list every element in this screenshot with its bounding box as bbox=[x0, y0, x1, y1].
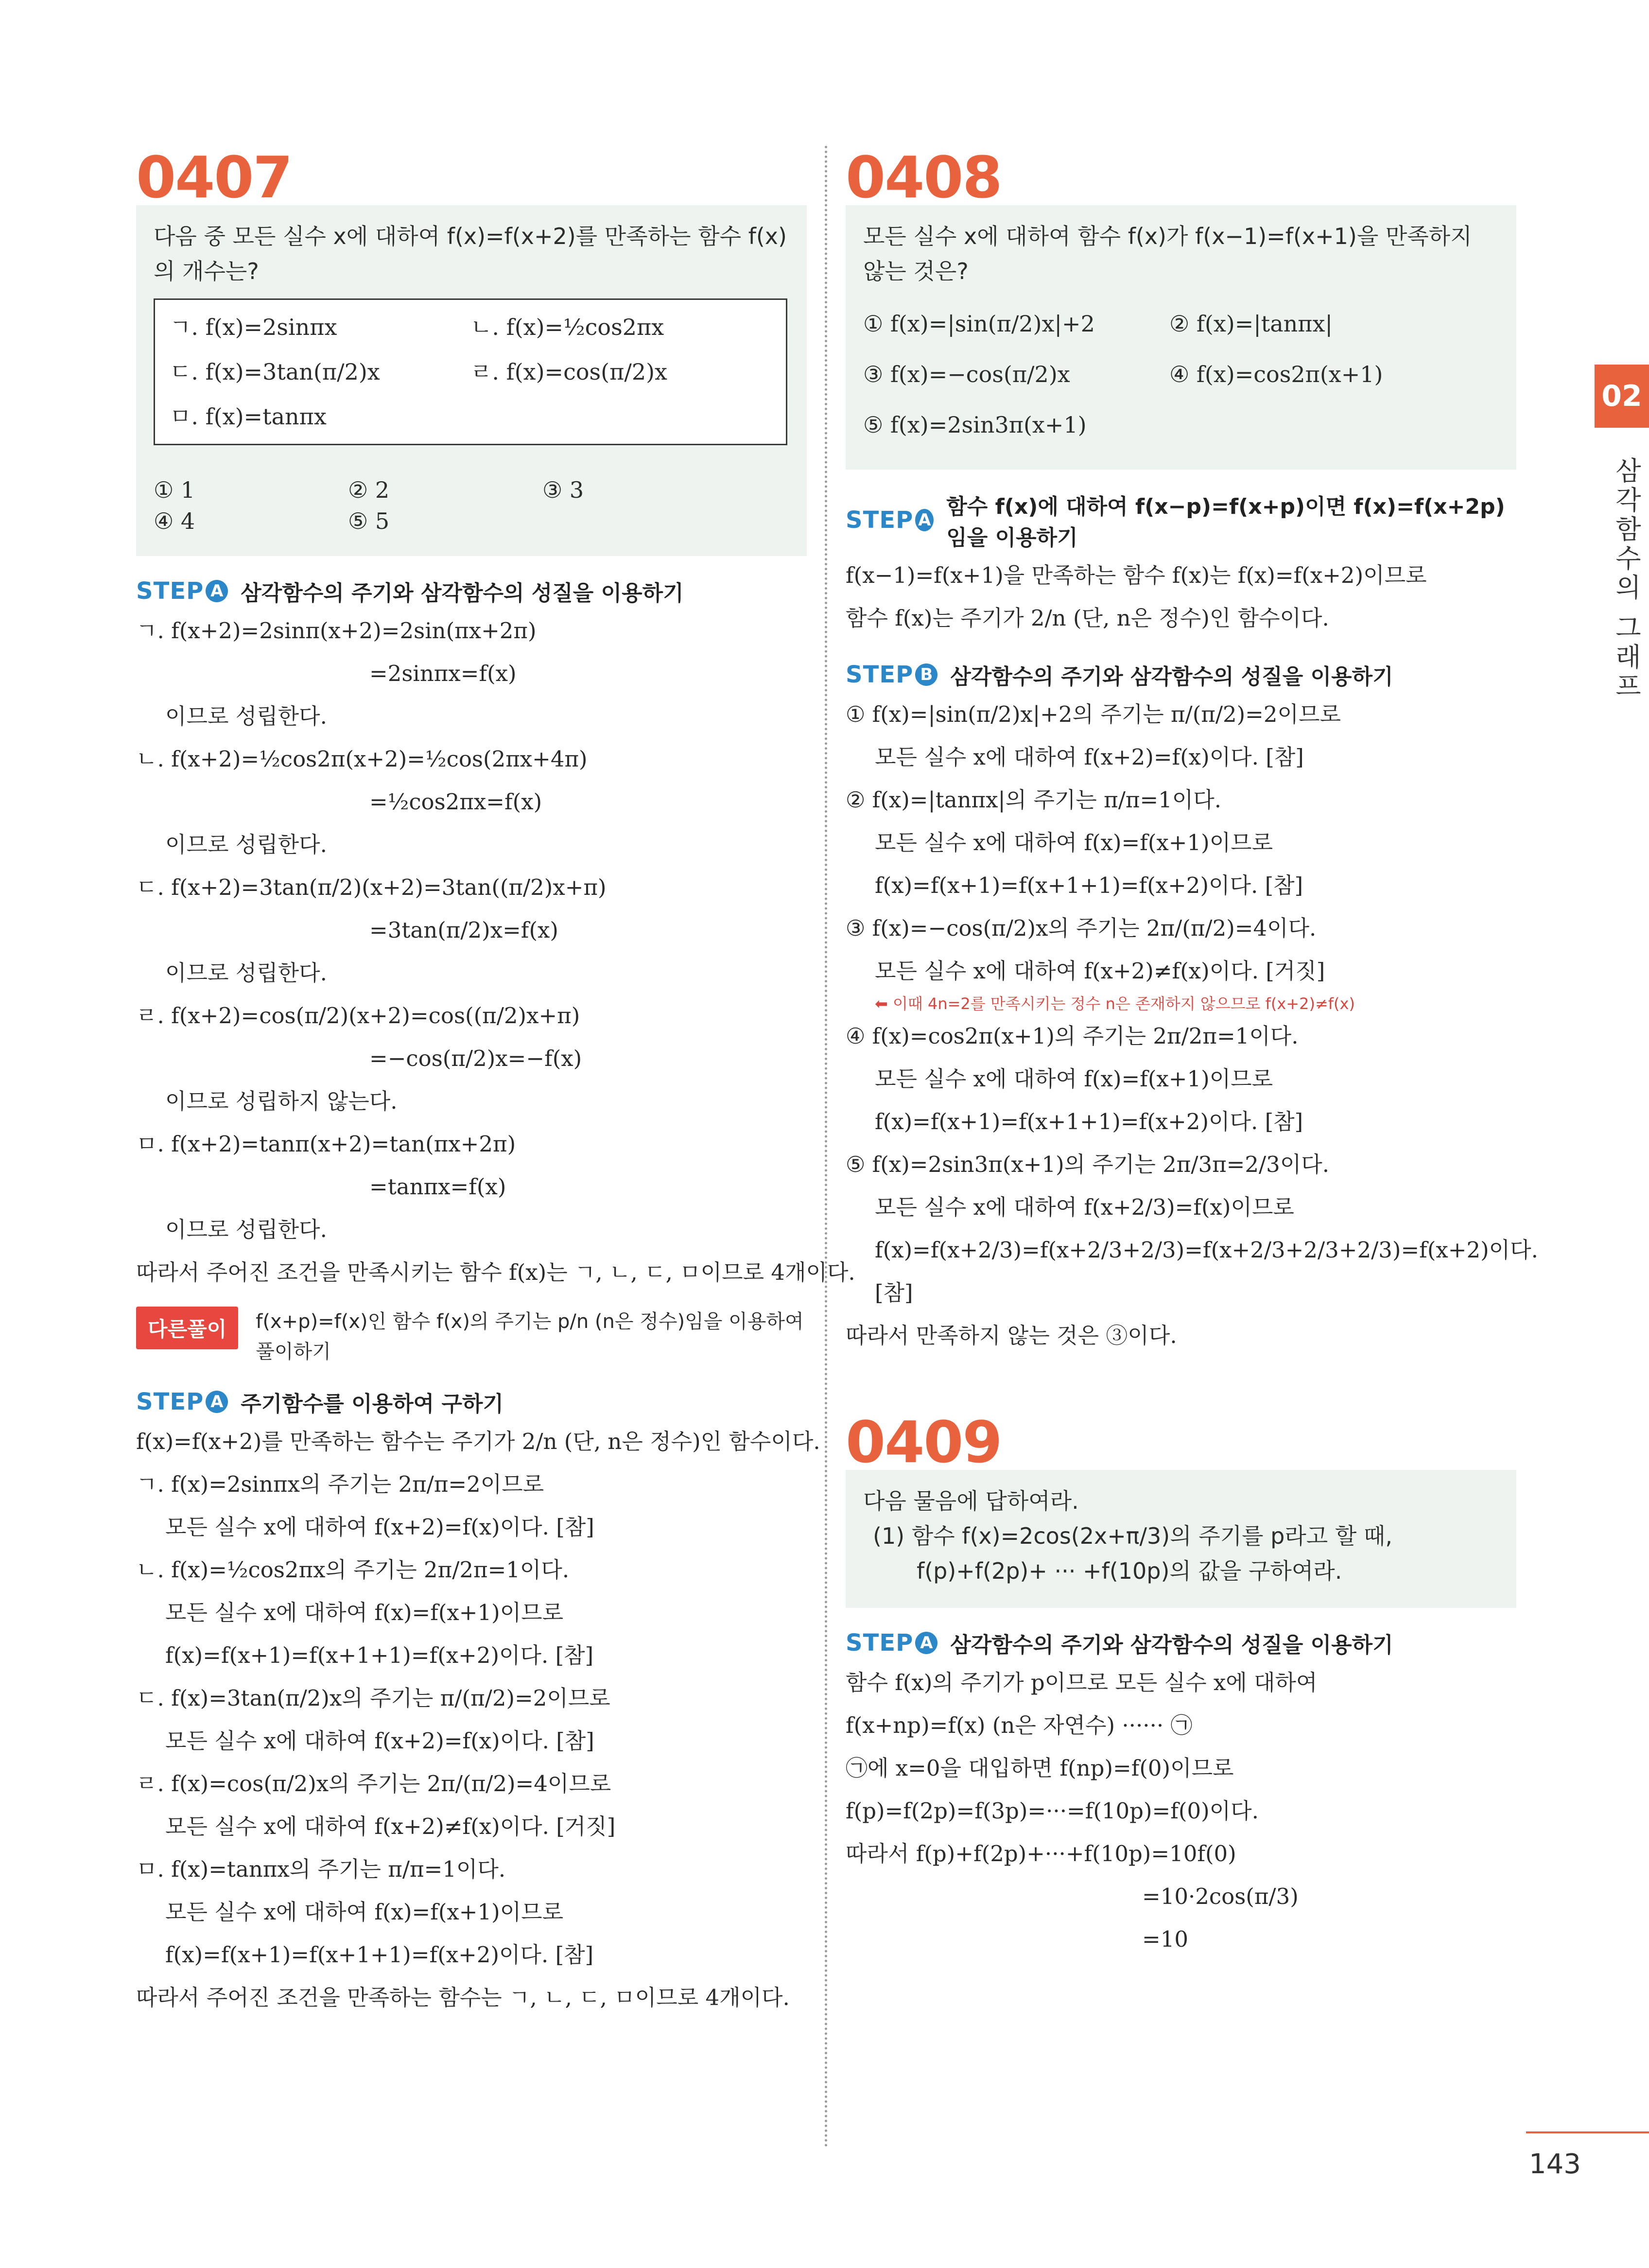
solution-line: 따라서 f(p)+f(2p)+···+f(10p)=10f(0) bbox=[846, 1841, 1236, 1867]
step-badge: B bbox=[915, 663, 937, 686]
solution-line: ㄱ. f(x+2)=2sinπ(x+2)=2sin(πx+2π) bbox=[136, 618, 537, 644]
step-label: STEP bbox=[136, 577, 204, 605]
solution-line: =10 bbox=[1142, 1926, 1188, 1952]
solution-line: 이므로 성립한다. bbox=[165, 1217, 327, 1242]
question-text: 모든 실수 x에 대하여 함수 f(x)가 f(x−1)=f(x+1)을 만족하지 않는 것은? bbox=[863, 223, 1472, 284]
solution-line: ① f(x)=|sin(π/2)x|+2의 주기는 π/(π/2)=2이므로 bbox=[846, 701, 1341, 727]
solution-line: f(x+np)=f(x) (n은 자연수) ······ ㉠ bbox=[846, 1712, 1193, 1738]
answer-options bbox=[863, 298, 1497, 450]
solution-line: 모든 실수 x에 대하여 f(x+2)=f(x)이다. [참] bbox=[875, 744, 1304, 770]
problem-0408 bbox=[846, 144, 1538, 1961]
solution-line: 이므로 성립한다. bbox=[165, 960, 327, 986]
solution-line: ㄷ. f(x)=3tan(π/2)x의 주기는 π/(π/2)=2이므로 bbox=[136, 1685, 610, 1711]
question-text: 다음 중 모든 실수 x에 대하여 f(x)=f(x+2)를 만족하는 함수 f(x)의 개수는? bbox=[154, 223, 787, 284]
solution-line: 모든 실수 x에 대하여 f(x+2)=f(x)이다. [참] bbox=[165, 1728, 594, 1754]
solution-line: ③ f(x)=−cos(π/2)x의 주기는 2π/(π/2)=4이다. bbox=[846, 915, 1317, 941]
solution-line: =10·2cos(π/3) bbox=[1142, 1884, 1299, 1909]
solution-line: [참] bbox=[875, 1280, 913, 1306]
solution-line: 이므로 성립하지 않는다. bbox=[165, 1088, 398, 1114]
solution-line: ㄹ. f(x)=cos(π/2)x의 주기는 2π/(π/2)=4이므로 bbox=[136, 1771, 611, 1797]
option: ⑤ 5 bbox=[348, 508, 390, 534]
step-heading bbox=[846, 489, 1516, 551]
solution-line: 모든 실수 x에 대하여 f(x)=f(x+1)이므로 bbox=[165, 1600, 564, 1625]
solution-line: =½cos2πx=f(x) bbox=[369, 789, 542, 815]
solution-line: f(p)=f(2p)=f(3p)=···=f(10p)=f(0)이다. bbox=[846, 1798, 1259, 1824]
solution-line: =tanπx=f(x) bbox=[369, 1174, 506, 1200]
solution-line: 모든 실수 x에 대하여 f(x+2)≠f(x)이다. [거짓] bbox=[165, 1814, 616, 1839]
option: ④ 4 bbox=[154, 508, 195, 534]
question-text: 다음 물음에 답하여라. bbox=[863, 1488, 1079, 1514]
choice-item: ㄱ. f(x)=2sinπx bbox=[170, 314, 337, 340]
column-divider bbox=[825, 146, 827, 2148]
solution-line: 함수 f(x)는 주기가 2/n (단, n은 정수)인 함수이다. bbox=[846, 605, 1329, 631]
alt-description: f(x+p)=f(x)인 함수 f(x)의 주기는 p/n (n은 정수)임을 이용하여 풀이하기 bbox=[256, 1310, 804, 1363]
problem-0407 bbox=[136, 144, 855, 2019]
step-heading bbox=[136, 1386, 807, 1417]
answer-options bbox=[154, 474, 787, 537]
problem-number: 0409 bbox=[846, 1409, 1002, 1476]
option: ⑤ f(x)=2sin3π(x+1) bbox=[863, 412, 1087, 438]
solution-line: 모든 실수 x에 대하여 f(x+2/3)=f(x)이므로 bbox=[875, 1194, 1294, 1220]
choice-item: ㄷ. f(x)=3tan(π/2)x bbox=[170, 359, 380, 385]
solution-line: ⑤ f(x)=2sin3π(x+1)의 주기는 2π/3π=2/3이다. bbox=[846, 1151, 1330, 1177]
side-note: ⬅ 이때 4n=2를 만족시키는 정수 n은 존재하지 않으므로 f(x+2)≠f(x) bbox=[875, 994, 1355, 1013]
step-title: 주기함수를 이용하여 구하기 bbox=[241, 1392, 503, 1416]
solution-line: f(x)=f(x+2)를 만족하는 함수는 주기가 2/n (단, n은 정수)인 함수이다. bbox=[136, 1429, 820, 1454]
sub-question-cont: f(p)+f(2p)+ ··· +f(10p)의 값을 구하여라. bbox=[917, 1558, 1342, 1584]
option: ② 2 bbox=[348, 477, 390, 503]
sub-question: (1) 함수 f(x)=2cos(2x+π/3)의 주기를 p라고 할 때, bbox=[873, 1523, 1392, 1549]
solution-line: ㄹ. f(x+2)=cos(π/2)(x+2)=cos((π/2)x+π) bbox=[136, 1003, 580, 1029]
question-box bbox=[846, 205, 1516, 470]
step-heading bbox=[846, 659, 1516, 690]
conclusion-line: 따라서 만족하지 않는 것은 ③이다. bbox=[846, 1323, 1177, 1348]
solution-line: ㉠에 x=0을 대입하면 f(np)=f(0)이므로 bbox=[846, 1755, 1234, 1781]
step-title: 함수 f(x)에 대하여 f(x−p)=f(x+p)이면 f(x)=f(x+2p)임을 이용하기 bbox=[946, 494, 1505, 550]
question-box bbox=[136, 205, 807, 556]
solution-line: ㅁ. f(x+2)=tanπ(x+2)=tan(πx+2π) bbox=[136, 1131, 516, 1157]
choice-item: ㅁ. f(x)=tanπx bbox=[170, 403, 327, 430]
choice-box bbox=[154, 298, 787, 445]
solution-line: 모든 실수 x에 대하여 f(x)=f(x+1)이므로 bbox=[165, 1899, 564, 1925]
option: ① 1 bbox=[154, 477, 195, 503]
solution-line: f(x)=f(x+1)=f(x+1+1)=f(x+2)이다. [참] bbox=[165, 1642, 594, 1668]
step-label: STEP bbox=[846, 506, 914, 534]
problem-number: 0407 bbox=[136, 144, 292, 211]
chapter-tab: 02 bbox=[1595, 365, 1649, 428]
alternative-solution bbox=[136, 1307, 807, 1367]
solution-line: 이므로 성립한다. bbox=[165, 703, 327, 729]
choice-item: ㄴ. f(x)=½cos2πx bbox=[470, 314, 664, 340]
step-label: STEP bbox=[846, 1629, 914, 1657]
solution-line: =3tan(π/2)x=f(x) bbox=[369, 917, 558, 943]
step-title: 삼각함수의 주기와 삼각함수의 성질을 이용하기 bbox=[241, 581, 684, 606]
solution-line: 모든 실수 x에 대하여 f(x)=f(x+1)이므로 bbox=[875, 830, 1273, 855]
conclusion-line: 따라서 주어진 조건을 만족시키는 함수 f(x)는 ㄱ, ㄴ, ㄷ, ㅁ이므로 4개이다. bbox=[136, 1259, 855, 1285]
option: ③ f(x)=−cos(π/2)x bbox=[863, 361, 1070, 387]
step-badge: A bbox=[206, 580, 228, 602]
step-heading bbox=[136, 576, 807, 607]
option: ① f(x)=|sin(π/2)x|+2 bbox=[863, 311, 1095, 337]
choice-item: ㄹ. f(x)=cos(π/2)x bbox=[470, 359, 667, 385]
step-label: STEP bbox=[136, 1388, 204, 1415]
solution-line: f(x)=f(x+1)=f(x+1+1)=f(x+2)이다. [참] bbox=[165, 1942, 594, 1968]
step-heading bbox=[846, 1627, 1516, 1658]
option: ③ 3 bbox=[542, 477, 584, 503]
solution-line: ㅁ. f(x)=tanπx의 주기는 π/π=1이다. bbox=[136, 1856, 506, 1882]
problem-number: 0408 bbox=[846, 144, 1002, 211]
solution-line: =−cos(π/2)x=−f(x) bbox=[369, 1046, 582, 1071]
solution-line: f(x−1)=f(x+1)을 만족하는 함수 f(x)는 f(x)=f(x+2)이므로 bbox=[846, 562, 1427, 588]
page-number: 143 bbox=[1529, 2148, 1581, 2180]
solution-line: f(x)=f(x+1)=f(x+1+1)=f(x+2)이다. [참] bbox=[875, 1109, 1303, 1134]
footer-rule bbox=[1526, 2131, 1649, 2133]
solution-line: ㄴ. f(x+2)=½cos2π(x+2)=½cos(2πx+4π) bbox=[136, 746, 588, 772]
option: ② f(x)=|tanπx| bbox=[1169, 311, 1333, 337]
question-box bbox=[846, 1470, 1516, 1608]
solution-line: ② f(x)=|tanπx|의 주기는 π/π=1이다. bbox=[846, 787, 1222, 813]
solution-line: 모든 실수 x에 대하여 f(x+2)=f(x)이다. [참] bbox=[165, 1514, 594, 1540]
option: ④ f(x)=cos2π(x+1) bbox=[1169, 361, 1383, 387]
step-badge: A bbox=[915, 509, 934, 531]
alt-badge: 다른풀이 bbox=[136, 1307, 238, 1349]
step-title: 삼각함수의 주기와 삼각함수의 성질을 이용하기 bbox=[950, 664, 1393, 689]
problem-0409 bbox=[846, 1411, 1516, 1961]
step-title: 삼각함수의 주기와 삼각함수의 성질을 이용하기 bbox=[950, 1633, 1393, 1657]
solution-line: f(x)=f(x+2/3)=f(x+2/3+2/3)=f(x+2/3+2/3+2/3)=f(x+2)이다. bbox=[875, 1237, 1538, 1263]
solution-line: 이므로 성립한다. bbox=[165, 832, 327, 857]
solution-line: ㄴ. f(x)=½cos2πx의 주기는 2π/2π=1이다. bbox=[136, 1557, 570, 1583]
solution-line: 모든 실수 x에 대하여 f(x)=f(x+1)이므로 bbox=[875, 1066, 1273, 1092]
chapter-label: 삼각함수의 그래프 bbox=[1611, 457, 1642, 702]
conclusion-line: 따라서 주어진 조건을 만족하는 함수는 ㄱ, ㄴ, ㄷ, ㅁ이므로 4개이다. bbox=[136, 1985, 790, 2010]
solution-line: ㄱ. f(x)=2sinπx의 주기는 2π/π=2이므로 bbox=[136, 1471, 544, 1497]
solution-line: =2sinπx=f(x) bbox=[369, 661, 517, 686]
solution-line: f(x)=f(x+1)=f(x+1+1)=f(x+2)이다. [참] bbox=[875, 872, 1303, 898]
step-label: STEP bbox=[846, 661, 914, 688]
solution-line: 모든 실수 x에 대하여 f(x+2)≠f(x)이다. [거짓] bbox=[875, 958, 1325, 984]
step-badge: A bbox=[206, 1391, 228, 1413]
solution-line: ㄷ. f(x+2)=3tan(π/2)(x+2)=3tan((π/2)x+π) bbox=[136, 874, 607, 900]
solution-line: 함수 f(x)의 주기가 p이므로 모든 실수 x에 대하여 bbox=[846, 1670, 1318, 1695]
step-badge: A bbox=[915, 1632, 937, 1654]
solution-line: ④ f(x)=cos2π(x+1)의 주기는 2π/2π=1이다. bbox=[846, 1023, 1299, 1049]
